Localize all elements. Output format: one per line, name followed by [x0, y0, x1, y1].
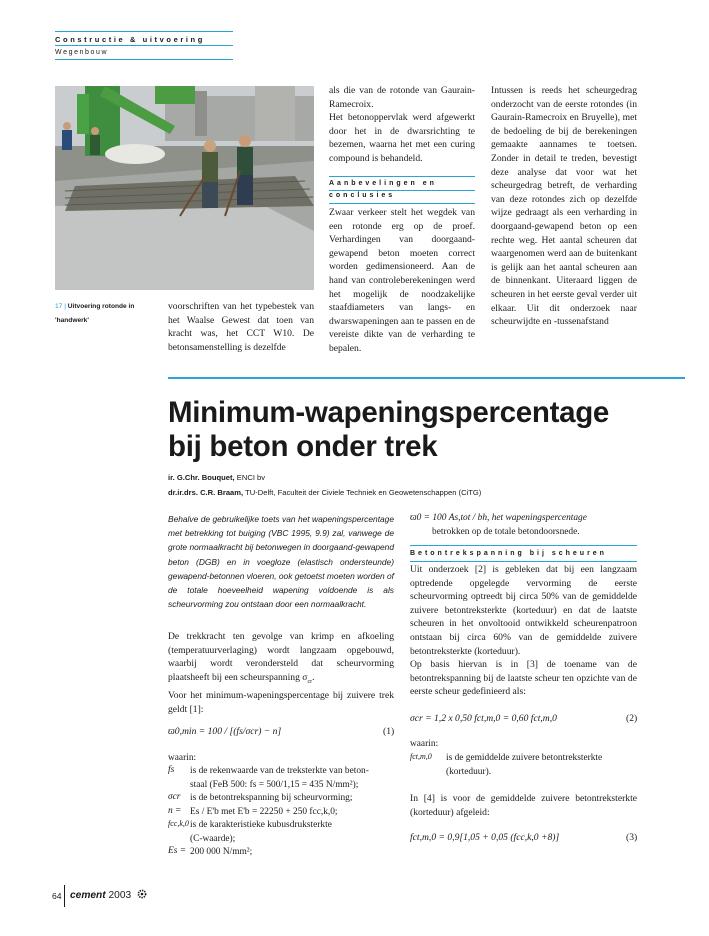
author-2: dr.ir.drs. C.R. Braam, TU-Delft, Faculteit der Civiele Techniek en Geowetenschappen (CiTG) [168, 488, 482, 497]
symbol-fcc: fcc,k,0 [168, 819, 189, 828]
top-column-2-body: Zwaar verkeer stelt het wegdek van een rotonde erg op de proef. Verhardingen van doorgaand-gewapend beton moeten correct worden gedimensioneerd. Aan de hand van controleberekeningen werd het mogelijk de noodzakelijke staafdiameters van langs- en dwarswapeningen aan te passen en de vereiste dikte van de verharding te bepalen. [329, 207, 475, 354]
symbol-sigma-cr: σcr [168, 792, 181, 802]
symbol-es: Es = [168, 846, 187, 856]
waarin-label: waarin: [168, 753, 197, 763]
equation-3: fct,m,0 = 0,9[1,05 + 0,05 (fcc,k,0 +8)] [410, 832, 560, 843]
photo-caption: 17 | Uitvoering rotonde in 'handwerk' [55, 303, 135, 324]
caption-number: 17 [55, 303, 63, 310]
gear-icon [137, 889, 147, 902]
equation-3-number: (3) [626, 832, 638, 843]
right-top-definition: ϖ0 = 100 As,tot / bh, het wapeningspercentage betrokken op de totale betondoorsnede. [410, 513, 587, 537]
definition-fct: is de gemiddelde zuivere betontreksterkte (korteduur). [446, 753, 603, 777]
footer-magazine: cement 2003 [70, 889, 147, 902]
right-section-heading: Betontrekspanning bij scheuren [410, 550, 607, 557]
right-heading-rule-top [410, 545, 637, 546]
section-heading-1: Aanbevelingen en [329, 180, 437, 187]
right-body: Uit onderzoek [2] is gebleken dat bij een langzaam optredende opgelegde vervorming de eerste scheurvorming optreedt bij circa 50% van de gemiddelde zuivere betontreksterkte (korteduur) en dat de laatste scheuren in het onvoltooid ontwikkeld scheurenpatroon ontstaan bij circa 60% van de gemiddelde zuivere betontreksterkte (korteduur). Op basis hiervan is in [3] de toename van de betontrekspanning bij de laatste scheur ten opzichte van de eerste scheur gedefinieerd als: [410, 564, 637, 698]
section-heading-2: conclusies [329, 192, 396, 199]
top-column-1: voorschriften van het typebestek van het Waalse Gewest dat toen van kracht was, het CCT W10. De betonsamenstelling is dezelfde [168, 301, 314, 353]
page-number: 64 [52, 891, 62, 901]
definition-fcc: is de karakteristieke kubusdruksterkte (C-waarde); [190, 820, 332, 844]
right-heading-rule-bottom [410, 561, 637, 562]
header-top-rule [55, 31, 233, 32]
heading-rule-bottom [329, 203, 475, 204]
definition-es: 200 000 N/mm²; [190, 847, 253, 857]
section-title: Constructie & uitvoering [55, 35, 205, 44]
right-body-2: In [4] is voor de gemiddelde zuivere betontreksterkte (korteduur) afgeleid: [410, 793, 637, 818]
construction-photo [55, 86, 314, 290]
header-bottom-rule [55, 59, 233, 60]
symbol-n: n = [168, 806, 182, 816]
equation-2: σcr = 1,2 x 0,50 fct,m,0 = 0,60 fct,m,0 [410, 713, 557, 724]
equation-2-number: (2) [626, 713, 638, 724]
equation-1: ϖ0,min = 100 / [(fs/σcr) − n] [168, 726, 282, 737]
subsection-title: Wegenbouw [55, 49, 109, 56]
article-intro: Behalve de gebruikelijke toets van het wapeningspercentage met betrekking tot buiging (VBC 1995, 9.9) zal, vanwege de grote normaalkracht bij betonwegen in doorgaand-gewapend beton (DGB) en in voegloze (elastisch ondersteunde) gewapend-betonnen vloeren, ook getoetst moeten worden of de totale hoeveelheid wapening voldoende is als scheurvorming zou ontstaan door een normaalkracht. [168, 514, 394, 610]
top-column-2: als die van de rotonde van Gaurain-Ramecroix. Het betonoppervlak werd afgewerkt door het in de dwarsrichting te bezemen, waarna het met een curing compound is behandeld. [329, 85, 475, 164]
symbol-fs: fs [168, 765, 175, 775]
left-body: De trekkracht ten gevolge van krimp en afkoeling (temperatuurverlaging) wordt langzaam opgebouwd, waarbij wordt verondersteld dat scheurvorming plaatsheeft bij een scheurspanning $\sigma_{cr}$. Voor het minimum-wapeningspercentage bij zuivere trek geldt [1]: [168, 631, 394, 715]
equation-1-number: (1) [383, 726, 395, 737]
heading-rule-mid [329, 190, 475, 191]
symbol-fct: fct,m,0 [410, 752, 432, 761]
top-column-3: Intussen is reeds het scheurgedrag onderzocht van de eerste rotondes (in Gaurain-Ramecroix en Bruyelle), met de bedoeling de bij de berekeningen gemaakte aannames te toetsen. Zonder in detail te treden, bevestigt deze analyse dat voor wat het scheurgedrag betreft, de verharding van deze rotondes zich op dezelfde wijze gedraagt als een verharding in doorgaand-gewapend beton op een rechte weg. Het aantal scheuren dat waargenomen werd aan de buitenkant is gelijk aan het aantal scheuren aan de binnenkant. Uiteraard liggen de scheuren in het eerste geval verder uit elkaar. Uit dit onderzoek naar scheurwijdte en -tussenafstand [491, 85, 637, 328]
caption-text: Uitvoering rotonde in 'handwerk' [55, 303, 135, 324]
waarin-label-2: waarin: [410, 739, 439, 749]
header-mid-rule [55, 45, 233, 46]
heading-rule-top [329, 176, 475, 177]
definition-sigma-cr: is de betontrekspanning bij scheurvorming; [190, 793, 353, 803]
article-divider [168, 377, 685, 379]
definition-fs: is de rekenwaarde van de treksterkte van beton- staal (FeB 500: fs = 500/1,15 = 435 N/mm²); [190, 766, 369, 790]
definition-n: Es / E'b met E'b = 22250 + 250 fcc,k,0; [190, 807, 338, 817]
article-title: Minimum-wapeningspercentage bij beton onder trek [168, 396, 610, 463]
author-1: ir. G.Chr. Bouquet, ENCI bv [168, 473, 266, 482]
footer-divider [64, 885, 65, 907]
